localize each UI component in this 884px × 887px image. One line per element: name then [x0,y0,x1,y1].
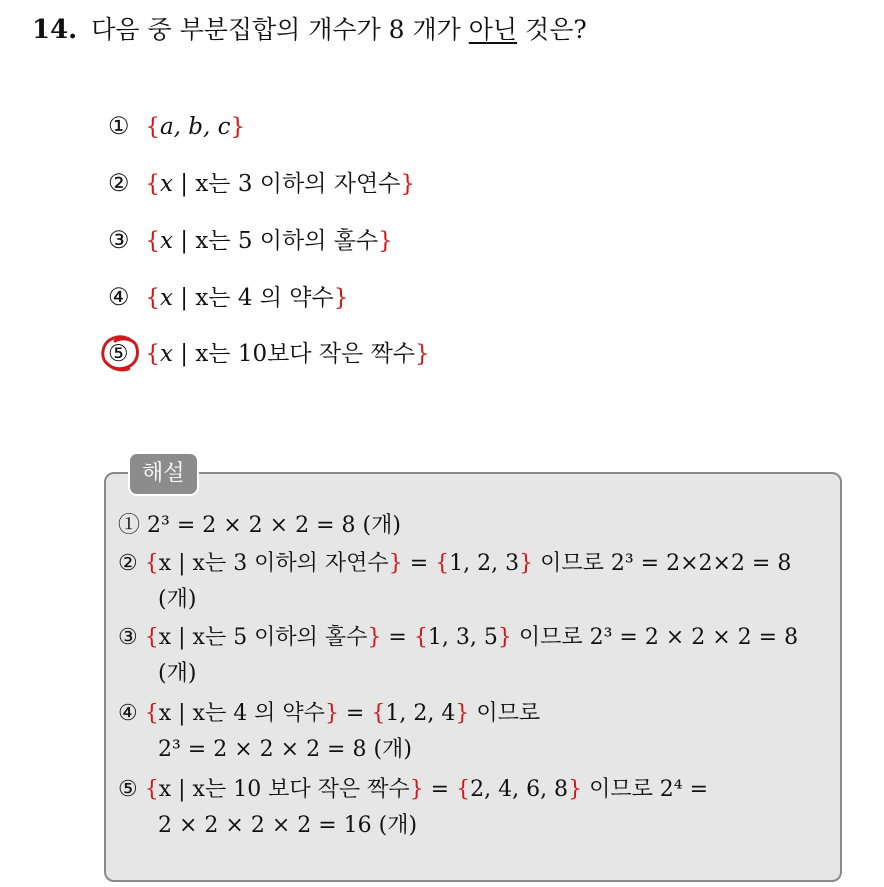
choice-3-marker: ③ [108,226,130,254]
solution-line-1 [118,508,830,544]
brace-close: } [455,701,470,726]
brace-open: { [144,777,159,802]
solution-5-tail: 이므로 2⁴ = [589,777,709,802]
solution-3-eq: 1, 3, 5 [427,625,498,650]
solution-label: 해설 [128,452,199,496]
question-stem: 다음 중 부분집합의 개수가 8 개가 [91,15,461,44]
brace-close: } [324,701,339,726]
brace-close: } [378,228,393,254]
choice-5-marker: ⑤ [108,341,129,367]
question-stem-end: 것은? [525,15,587,44]
solution-1-text: 2³ = 2 × 2 × 2 = 8 (개) [147,513,401,538]
choice-1-body: a, b, c [159,114,231,140]
brace-open: { [145,341,160,367]
solution-2-tail: 이므로 2³ = 2×2×2 = 8 [540,551,792,576]
solution-line-2: ② {x | x는 3 이하의 자연수} = {1, 2, 3} 이므로 2³ = 2×2×2 = 8 (개) [118,546,830,618]
solution-4-tail: 이므로 [476,701,541,726]
solution-5-cont: 2 × 2 × 2 × 2 = 16 (개) [158,813,418,838]
brace-close: } [519,551,534,576]
solution-3-set: x | x는 5 이하의 홀수 [158,625,368,650]
solution-3-marker: ③ [118,625,138,650]
brace-close: } [400,171,416,197]
brace-open: { [145,285,160,311]
choice-2-var: x [159,171,173,197]
brace-open: { [413,625,428,650]
brace-close: } [367,625,382,650]
question-number: 14. [32,15,78,45]
solution-5-marker: ⑤ [118,777,138,802]
brace-close: } [230,114,246,140]
solution-3-tail: 이므로 2³ = 2 × 2 × 2 = 8 [518,625,799,650]
choice-3[interactable]: ③ {x | x는 5 이하의 홀수} [108,226,393,254]
brace-close: } [333,285,349,311]
solution-5-set: x | x는 10 보다 작은 짝수 [158,777,410,802]
brace-open: { [371,701,386,726]
solution-5-eq: 2, 4, 6, 8 [470,777,569,802]
solution-4-set: x | x는 4 의 약수 [158,701,325,726]
solution-2-eq: 1, 2, 3 [449,551,520,576]
brace-open: { [145,114,160,140]
solution-1-marker: ① [118,513,141,538]
brace-close: } [568,777,583,802]
choice-2[interactable]: ② {x | x는 3 이하의 자연수} [108,169,416,197]
choice-4-var: x [159,285,173,311]
brace-open: { [145,171,160,197]
choice-2-cond: x는 3 이하의 자연수 [195,171,401,197]
brace-open: { [435,551,450,576]
brace-open: { [144,701,159,726]
solution-line-5: ⑤ {x | x는 10 보다 작은 짝수} = {2, 4, 6, 8} 이므로 2⁴ = 2 × 2 × 2 × 2 = 16 (개) [118,772,830,844]
brace-open: { [144,551,159,576]
solution-2-cont: (개) [158,587,197,612]
choice-5-cond: x는 10보다 작은 짝수 [195,341,416,367]
brace-close: } [388,551,403,576]
solution-2-marker: ② [118,551,138,576]
choice-4[interactable]: ④ {x | x는 4 의 약수} [108,283,349,311]
brace-open: { [456,777,471,802]
choice-3-var: x [159,228,173,254]
question-text [32,10,587,50]
brace-close: } [497,625,512,650]
question-underlined: 아닌 [468,15,518,44]
choice-1[interactable] [108,110,245,143]
solution-line-3: ③ {x | x는 5 이하의 홀수} = {1, 3, 5} 이므로 2³ = 2 × 2 × 2 = 8 (개) [118,620,830,692]
solution-4-cont: 2³ = 2 × 2 × 2 = 8 (개) [158,737,412,762]
brace-close: } [409,777,424,802]
choice-5-var: x [159,341,173,367]
choice-5[interactable]: ⑤ {x | x는 10보다 작은 짝수} [108,338,430,370]
choice-2-marker: ② [108,169,130,197]
solution-2-set: x | x는 3 이하의 자연수 [158,551,389,576]
solution-4-eq: 1, 2, 4 [385,701,456,726]
choice-1-marker: ① [108,112,130,140]
choice-4-marker: ④ [108,283,130,311]
brace-close: } [415,341,430,367]
choice-5-marker-wrap [108,338,138,370]
choice-3-cond: x는 5 이하의 홀수 [195,228,379,254]
choice-4-cond: x는 4 의 약수 [195,285,334,311]
brace-open: { [144,625,159,650]
solution-3-cont: (개) [158,661,197,686]
solution-line-4: ④ {x | x는 4 의 약수} = {1, 2, 4} 이므로 2³ = 2 × 2 × 2 = 8 (개) [118,696,830,768]
solution-4-marker: ④ [118,701,138,726]
brace-open: { [145,228,160,254]
